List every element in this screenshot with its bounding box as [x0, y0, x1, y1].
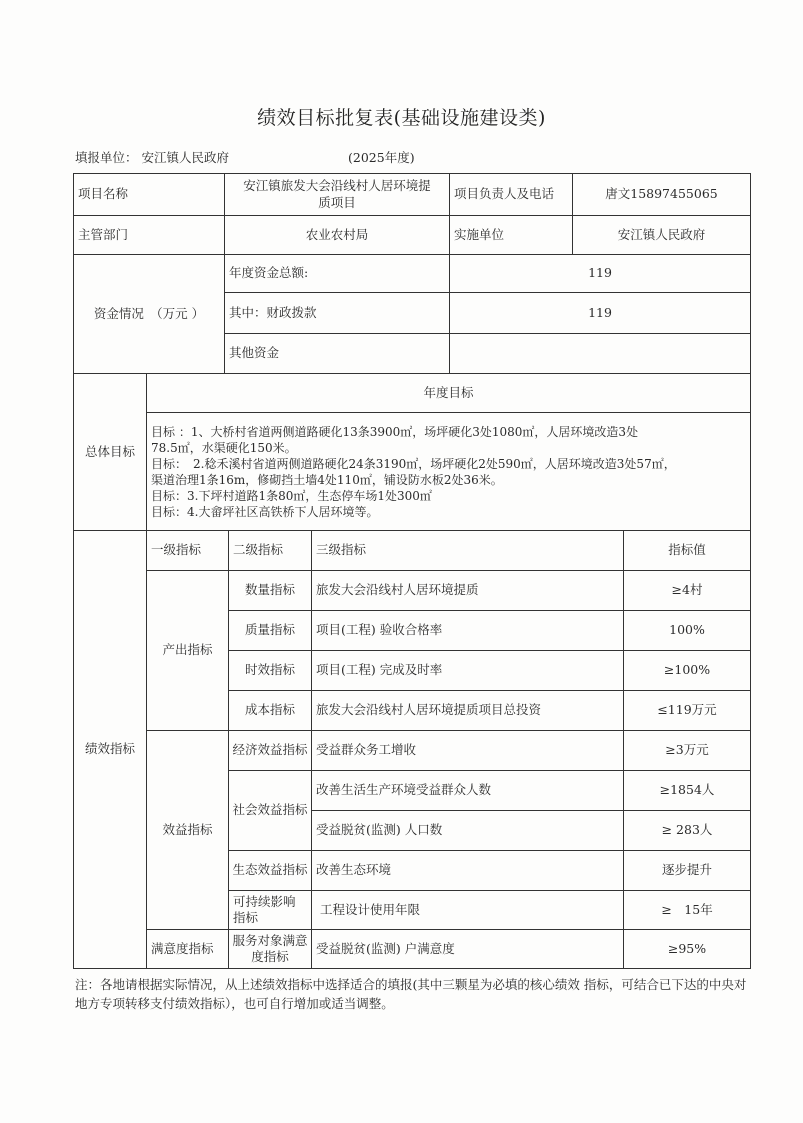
goal-line: 目标： 2.稔禾溪村省道两侧道路硬化24条3190㎡，场坪硬化2处590㎡，人居环境改造3处57㎡，	[151, 456, 676, 471]
indicator-l2: 生态效益指标	[229, 851, 312, 891]
indicator-value: ≥4村	[624, 571, 751, 611]
perf-header-l2: 二级指标	[229, 531, 312, 571]
fill-unit-value: 安江镇人民政府	[141, 150, 230, 165]
indicator-l2: 社会效益指标	[229, 771, 312, 851]
annual-goal-header: 年度目标	[147, 374, 751, 413]
indicator-l3: 工程设计使用年限	[312, 891, 624, 930]
benefit-indicator-label: 效益指标	[147, 731, 229, 930]
table-row	[74, 571, 751, 611]
indicator-l3: 项目(工程) 验收合格率	[312, 611, 624, 651]
goal-line: 目标：3.下坪村道路1条80㎡，生态停车场1处300㎡	[151, 488, 432, 503]
indicator-l2: 经济效益指标	[229, 731, 312, 771]
overall-goals-row	[74, 413, 751, 531]
indicator-value: ≥100%	[624, 651, 751, 691]
indicator-l3: 受益脱贫(监测) 户满意度	[312, 930, 624, 969]
indicator-l2: 数量指标	[229, 571, 312, 611]
basic-info-table	[73, 173, 751, 374]
indicator-l2: 质量指标	[229, 611, 312, 651]
indicator-l3: 受益群众务工增收	[312, 731, 624, 771]
project-name-value: 安江镇旅发大会沿线村人居环境提质项目	[225, 174, 450, 216]
goal-line: 渠道治理1条16m，修砌挡土墙4处110㎡，铺设防水板2处36米。	[151, 472, 503, 487]
fill-unit-label: 填报单位：	[75, 150, 138, 165]
indicator-l3: 项目(工程) 完成及时率	[312, 651, 624, 691]
indicator-l3: 改善生活生产环境受益群众人数	[312, 771, 624, 811]
funds-total-value: 119	[450, 255, 751, 293]
goal-line: 78.5㎡，水渠硬化150米。	[151, 440, 297, 455]
funds-label: 资金情况 （万元 ）	[74, 255, 225, 374]
perf-label: 绩效指标	[74, 531, 147, 969]
project-owner-value: 唐文15897455065	[573, 174, 751, 216]
funds-total-label: 年度资金总额:	[225, 255, 450, 293]
document-title: 绩效目标批复表(基础设施建设类)	[257, 107, 546, 129]
dept-label: 主管部门	[74, 216, 225, 255]
indicator-l3: 旅发大会沿线村人居环境提质	[312, 571, 624, 611]
indicator-l3: 受益脱贫(监测) 人口数	[312, 811, 624, 851]
output-indicator-label: 产出指标	[147, 571, 229, 731]
project-row	[74, 174, 751, 216]
indicator-value: ≥95%	[624, 930, 751, 969]
funds-other-value	[450, 334, 751, 374]
indicator-value: 逐步提升	[624, 851, 751, 891]
indicator-value: ≤119万元	[624, 691, 751, 731]
indicator-l2: 服务对象满意度指标	[229, 930, 312, 969]
impl-value: 安江镇人民政府	[573, 216, 751, 255]
dept-value: 农业农村局	[225, 216, 450, 255]
indicator-value: ≥3万元	[624, 731, 751, 771]
funds-fiscal-value: 119	[450, 293, 751, 334]
impl-label: 实施单位	[450, 216, 573, 255]
indicator-l2: 时效指标	[229, 651, 312, 691]
footnote: 注：各地请根据实际情况，从上述绩效指标中选择适合的填报(其中三颗星为必填的核心绩效 指标，可结合已下达的中央对地方专项转移支付绩效指标），也可自行增加或适当调整。	[75, 977, 747, 1011]
satisfaction-indicator-label: 满意度指标	[147, 930, 229, 969]
project-owner-label: 项目负责人及电话	[450, 174, 573, 216]
overall-header-row	[74, 374, 751, 413]
overall-label: 总体目标	[74, 374, 147, 531]
indicator-l2: 可持续影响指标	[229, 891, 312, 930]
dept-row	[74, 216, 751, 255]
report-year: (2025年度)	[348, 150, 415, 165]
perf-header-l1: 一级指标	[147, 531, 229, 571]
indicator-l3: 旅发大会沿线村人居环境提质项目总投资	[312, 691, 624, 731]
indicator-value: ≥ 283人	[624, 811, 751, 851]
funds-row	[74, 255, 751, 293]
goal-line: 目标：4.大畲坪社区高铁桥下人居环境等。	[151, 504, 379, 519]
fill-unit	[75, 148, 229, 166]
table-row	[74, 930, 751, 969]
table-row	[74, 731, 751, 771]
indicator-l2: 成本指标	[229, 691, 312, 731]
indicator-l3: 改善生态环境	[312, 851, 624, 891]
funds-other-label: 其他资金	[225, 334, 450, 374]
goal-line: 目标 ：1、大桥村省道两侧道路硬化13条3900㎡，场坪硬化3处1080㎡，人居环境改造3处	[151, 424, 639, 439]
indicator-value: 100%	[624, 611, 751, 651]
indicator-value: ≥1854人	[624, 771, 751, 811]
perf-header-value: 指标值	[624, 531, 751, 571]
perf-header-row	[74, 531, 751, 571]
perf-header-l3: 三级指标	[312, 531, 624, 571]
indicator-value: ≥ 15年	[624, 891, 751, 930]
goals-performance-table	[73, 373, 751, 969]
funds-fiscal-label: 其中：财政拨款	[225, 293, 450, 334]
annual-goals-text	[147, 413, 751, 531]
project-name-label: 项目名称	[74, 174, 225, 216]
